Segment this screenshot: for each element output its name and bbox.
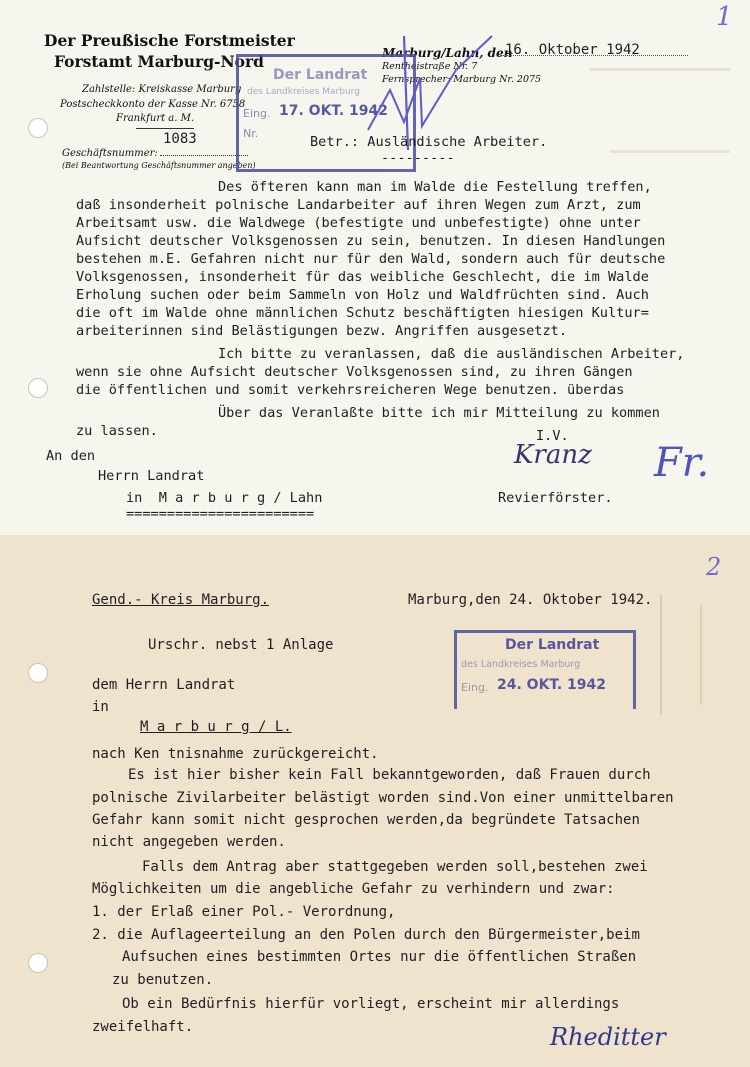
punch-hole [28, 118, 48, 138]
stamp-nr: Nr. [243, 127, 259, 140]
sender-address: Rentheistraße Nr. 7 [382, 61, 478, 72]
geschaeftsnummer-note: (Bei Beantwortung Geschäftsnummer angeben) [62, 161, 256, 170]
body-line: wenn sie ohne Aufsicht deutscher Volksgenossen sind, zu ihren Gängen [76, 364, 633, 380]
letter-date: 16. Oktober 1942 [505, 42, 640, 58]
signature-title: Revierförster. [498, 490, 613, 506]
address-line1: dem Herrn Landrat [92, 677, 236, 693]
bleed-through-mark [590, 68, 730, 71]
bleed-through-mark [700, 605, 702, 705]
letterhead-rule [136, 128, 194, 129]
recipient-underline: ======================= [126, 506, 315, 522]
body-line: Aufsuchen eines bestimmten Ortes nur die öffentlichen Straßen [122, 949, 637, 965]
page-number-mark: 2 [706, 553, 722, 581]
subject-line: Betr.: Ausländische Arbeiter. [310, 134, 548, 150]
recipient-an-den: An den [46, 448, 96, 464]
initial-mark: Fr. [654, 440, 710, 486]
body-line: Arbeitsamt usw. die Waldwege (befestigte und unbefestigte) ohne unter [76, 215, 641, 231]
date-rule [500, 55, 688, 56]
body-line: 1. der Erlaß einer Pol.- Verordnung, [92, 904, 396, 920]
signature-handwritten: Rheditter [550, 1023, 666, 1051]
stamp-date: 17. OKT. 1942 [279, 103, 389, 119]
letter-gendarmerie [0, 535, 750, 1067]
address-line2: in [92, 699, 109, 715]
body-line: Erholung suchen oder beim Sammeln von Holz und Waldfrüchten sind. Auch [76, 287, 649, 303]
bleed-through-mark [660, 595, 662, 715]
geschaeftsnummer-label: Geschäftsnummer: [62, 148, 158, 159]
body-line: zu benutzen. [112, 972, 214, 988]
body-line: 2. die Auflageerteilung an den Polen durch den Bürgermeister,beim [92, 927, 640, 943]
body-line: Es ist hier bisher kein Fall bekanntgeworden, daß Frauen durch [128, 767, 651, 783]
stamp-date: 24. OKT. 1942 [497, 677, 607, 693]
sender-phone: Fernsprecher: Marburg Nr. 2075 [382, 74, 542, 85]
sender-line: Gend.- Kreis Marburg. [92, 592, 270, 608]
receipt-stamp-landrat [454, 630, 636, 709]
signature-iv: I.V. [536, 428, 569, 444]
body-line: Falls dem Antrag aber stattgegeben werden soll,bestehen zwei [142, 859, 648, 875]
body-line: Des öfteren kann man im Walde die Festellung treffen, [218, 179, 652, 195]
stamp-title: Der Landrat [505, 637, 600, 653]
punch-hole [28, 663, 48, 683]
body-line: Gefahr kann somit nicht gesprochen werden,da begründete Tatsachen [92, 812, 640, 828]
body-line: Ob ein Bedürfnis hierfür vorliegt, erscheint mir allerdings [122, 996, 620, 1012]
letterhead-postscheck: Postscheckkonto der Kasse Nr. 6758 [60, 99, 246, 110]
body-line: nach Ken tnisnahme zurückgereicht. [92, 746, 379, 762]
body-line: nicht angegeben werden. [92, 834, 286, 850]
stamp-sub: des Landkreises Marburg [247, 87, 360, 97]
body-line: Aufsicht deutscher Volksgenossen zu sein, benutzen. In diesen Handlungen [76, 233, 666, 249]
body-line: arbeiterinnen sind Belästigungen bezw. Angriffen ausgesetzt. [76, 323, 568, 339]
recipient-herrn: Herrn Landrat [98, 468, 205, 484]
handwritten-check-strokes [360, 30, 500, 150]
bleed-through-mark [610, 150, 730, 153]
punch-hole [28, 378, 48, 398]
page-number-mark: 1 [716, 2, 733, 32]
body-line: Möglichkeiten um die angebliche Gefahr zu verhindern und zwar: [92, 881, 615, 897]
letterhead-line1: Der Preußische Forstmeister [44, 31, 295, 50]
letterhead-frankfurt: Frankfurt a. M. [116, 113, 195, 124]
punch-hole [28, 953, 48, 973]
body-line: die öffentlichen und somit verkehrsreicheren Wege benutzen. überdas [76, 382, 625, 398]
body-line: daß insonderheit polnische Landarbeiter auf ihren Wegen zum Arzt, zum [76, 197, 641, 213]
body-line: zu lassen. [76, 423, 158, 439]
body-line: die oft im Walde ohne männlichen Schutz beschäftigten hiesigen Kultur= [76, 305, 649, 321]
body-line: Ich bitte zu veranlassen, daß die ausländischen Arbeiter, [218, 346, 685, 362]
geschaeftsnummer-rule [160, 155, 248, 156]
signature-handwritten: Kranz [514, 440, 592, 470]
letterhead-line2: Forstamt Marburg-Nord [54, 52, 264, 71]
subject-rule: --------- [381, 150, 455, 166]
body-line: bestehen m.E. Gefahren nicht nur für den Wald, sondern auch für deutsche [76, 251, 666, 267]
body-line: zweifelhaft. [92, 1019, 194, 1035]
body-line: Über das Veranlaßte bitte ich mir Mitteilung zu kommen [218, 405, 660, 421]
stamp-prefix: Eing. [243, 107, 271, 120]
place-label: Marburg/Lahn, den [382, 46, 513, 60]
body-line: Volksgenossen, insonderheit für das weibliche Geschlecht, die im Walde [76, 269, 649, 285]
geschaeftsnummer-value: 1083 [163, 131, 197, 147]
stamp-title: Der Landrat [273, 67, 368, 83]
recipient-city: in M a r b u r g / Lahn [126, 490, 323, 506]
stamp-prefix: Eing. [461, 681, 489, 694]
letterhead-zahlstelle: Zahlstelle: Kreiskasse Marburg [82, 84, 242, 95]
body-line: polnische Zivilarbeiter belästigt worden sind.Von einer unmittelbaren [92, 790, 674, 806]
enclosure-note: Urschr. nebst 1 Anlage [148, 637, 334, 653]
place-date: Marburg,den 24. Oktober 1942. [408, 592, 653, 608]
address-city: M a r b u r g / L. [140, 719, 292, 735]
stamp-sub: des Landkreises Marburg [461, 659, 581, 670]
